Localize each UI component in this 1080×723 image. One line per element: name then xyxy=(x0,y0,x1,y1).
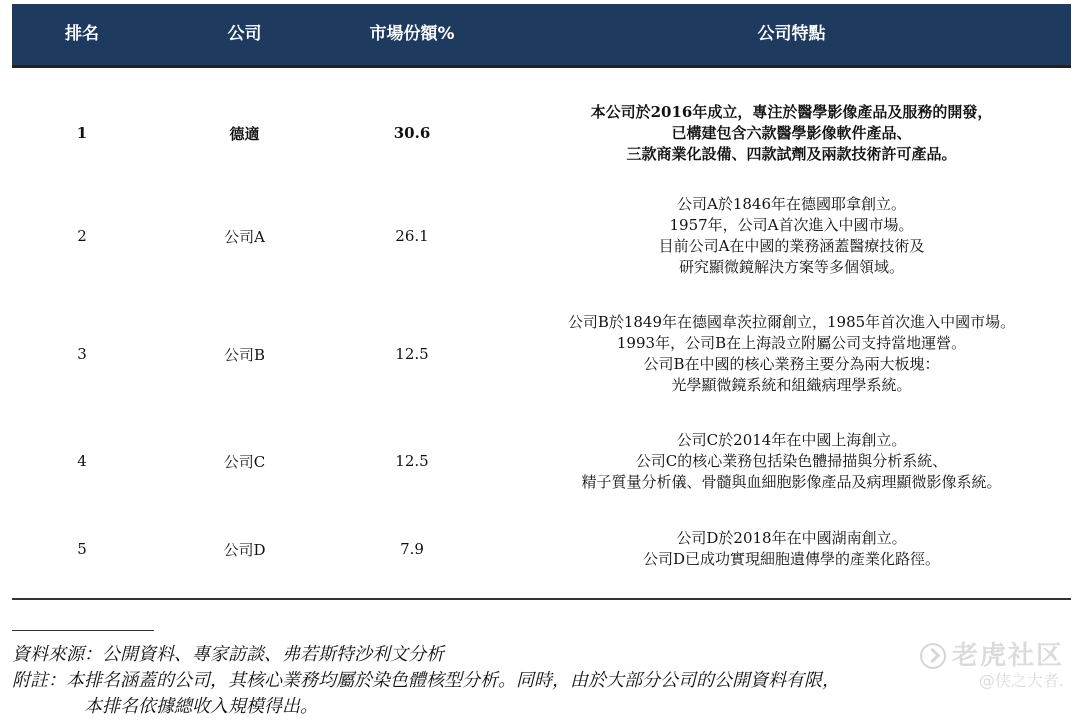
feature-line: 1957年，公司A首次進入中國市場。 xyxy=(669,216,914,234)
rank-cell: 1 xyxy=(76,124,88,142)
remark-note: 附註：本排名涵蓋的公司，其核心業務均屬於染色體核型分析。同時，由於大部分公司的公開資料有限， xyxy=(12,670,840,691)
header-market-share: 市場份額% xyxy=(369,24,455,44)
table-body xyxy=(12,68,1071,592)
table-header xyxy=(12,4,1071,65)
company-cell: 公司C xyxy=(223,452,266,471)
company-cell: 公司A xyxy=(224,227,265,246)
source-note: 資料來源：公開資料、專家訪談、弗若斯特沙利文分析 xyxy=(12,644,444,665)
share-cell: 12.5 xyxy=(395,345,429,363)
rank-cell: 4 xyxy=(77,452,87,470)
share-cell: 12.5 xyxy=(395,452,429,470)
features-cell xyxy=(512,194,1071,278)
feature-line: 精子質量分析儀、骨髓與血細胞影像產品及病理顯微影像系統。 xyxy=(581,472,1002,491)
header-rank: 排名 xyxy=(65,24,99,44)
table-row xyxy=(12,524,1071,574)
rank-cell: 5 xyxy=(77,540,87,558)
features-cell xyxy=(512,311,1071,397)
feature-line: 本公司於2016年成立，專注於醫學影像產品及服務的開發， xyxy=(590,102,993,121)
feature-line: 公司C的核心業務包括染色體掃描與分析系統、 xyxy=(635,451,948,470)
remark-note-continued: 本排名依據總收入規模得出。 xyxy=(84,696,318,717)
feature-line: 公司A於1846年在德國耶拿創立。 xyxy=(676,195,906,213)
table-row xyxy=(12,194,1071,278)
header-features: 公司特點 xyxy=(757,24,826,44)
feature-line: 公司B於1849年在德國韋茨拉爾創立，1985年首次進入中國市場。 xyxy=(567,313,1016,331)
header-company: 公司 xyxy=(227,24,262,44)
feature-line: 三款商業化設備、四款試劑及兩款技術許可產品。 xyxy=(626,144,957,163)
feature-line: 公司D於2018年在中國湖南創立。 xyxy=(676,529,907,547)
feature-line: 研究顯微鏡解決方案等多個領域。 xyxy=(678,258,904,276)
company-cell: 公司D xyxy=(223,540,266,559)
table-row xyxy=(12,311,1071,397)
watermark-site-line xyxy=(920,643,1064,669)
feature-line: 目前公司A在中國的業務涵蓋醫療技術及 xyxy=(658,237,925,255)
rank-cell: 3 xyxy=(77,345,87,363)
company-cell: 德適 xyxy=(229,124,260,143)
feature-line: 公司D已成功實現細胞遺傳學的產業化路徑。 xyxy=(642,550,941,568)
tiger-logo-icon xyxy=(920,643,946,669)
ranking-table xyxy=(12,4,1071,592)
feature-line: 公司C於2014年在中國上海創立。 xyxy=(676,430,907,449)
rank-cell: 2 xyxy=(77,227,87,245)
share-cell: 26.1 xyxy=(395,227,429,245)
company-cell: 公司B xyxy=(223,345,266,364)
feature-line: 公司B在中國的核心業務主要分為兩大板塊： xyxy=(643,355,940,373)
share-cell: 30.6 xyxy=(393,124,431,142)
features-cell xyxy=(512,98,1071,168)
table-row xyxy=(12,426,1071,496)
features-cell xyxy=(512,524,1071,574)
feature-line: 1993年，公司B在上海設立附屬公司支持當地運營。 xyxy=(616,334,967,352)
watermark-author: @侠之大者. xyxy=(978,671,1064,690)
feature-line: 光學顯微鏡系統和組織病理學系統。 xyxy=(671,376,912,394)
features-cell xyxy=(512,426,1071,496)
footnote-divider xyxy=(12,630,154,631)
table-bottom-divider xyxy=(12,598,1071,600)
table-row xyxy=(12,98,1071,168)
feature-line: 已構建包含六款醫學影像軟件產品、 xyxy=(671,123,912,142)
share-cell: 7.9 xyxy=(400,540,424,558)
watermark-site: 老虎社区 xyxy=(951,641,1064,671)
watermark xyxy=(920,643,1064,693)
